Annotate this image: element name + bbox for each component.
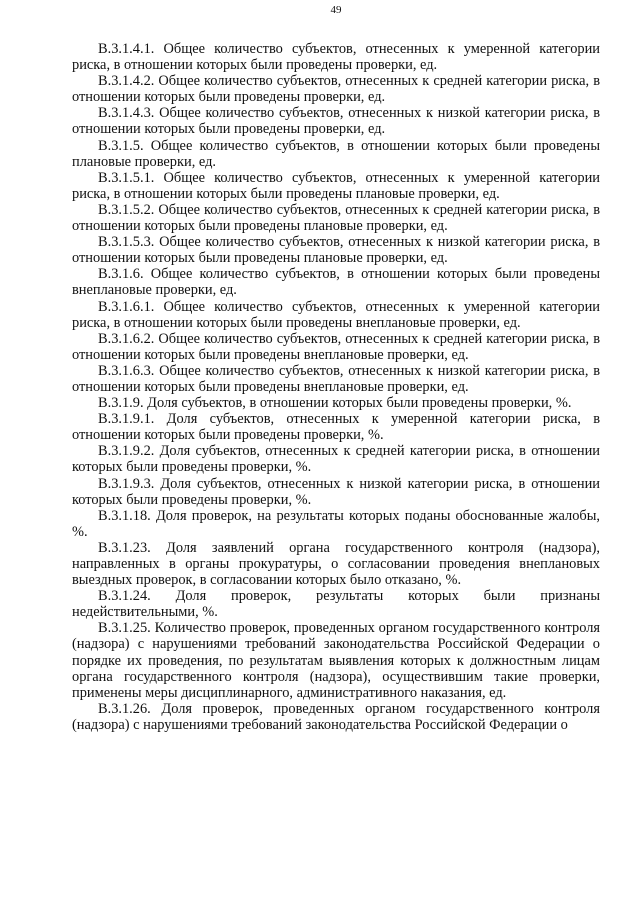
paragraph: В.3.1.5. Общее количество субъектов, в отношении которых были проведены плановые проверки, ед. xyxy=(72,137,600,170)
paragraph: В.3.1.6.2. Общее количество субъектов, отнесенных к средней категории риска, в отношении которых были проведены внеплановые проверки, ед. xyxy=(72,330,600,363)
paragraph: В.3.1.6.3. Общее количество субъектов, отнесенных к низкой категории риска, в отношении которых были проведены внеплановые проверки, ед. xyxy=(72,362,600,395)
paragraph: В.3.1.9.2. Доля субъектов, отнесенных к средней категории риска, в отношении которых были проведены проверки, %. xyxy=(72,443,600,476)
paragraph: В.3.1.9. Доля субъектов, в отношении которых были проведены проверки, %. xyxy=(98,395,572,412)
document-page xyxy=(72,0,600,733)
paragraph: В.3.1.23. Доля заявлений органа государственного контроля (надзора), направленных в органы прокуратуры, о согласовании проведения внеплановых выездных проверок, в согласовании которых было отказано, %. xyxy=(72,539,600,589)
paragraph: В.3.1.18. Доля проверок, на результаты которых поданы обоснованные жалобы, %. xyxy=(72,507,600,540)
paragraph: В.3.1.24. Доля проверок, результаты которых были признаны недействительными, %. xyxy=(72,588,600,621)
paragraph: В.3.1.26. Доля проверок, проведенных органом государственного контроля (надзора) с нарушениями требований законодательства Российской Федерации о xyxy=(72,700,600,733)
paragraph: В.3.1.25. Количество проверок, проведенных органом государственного контроля (надзора) с нарушениями требований законодательства Российской Федерации о порядке их проведения, по результатам выявления которых к должностным лицам органа государственного контроля (надзора), осуществившим такие проверки, применены меры дисциплинарного, административного наказания, ед. xyxy=(72,620,600,701)
paragraph: В.3.1.4.3. Общее количество субъектов, отнесенных к низкой категории риска, в отношении которых были проведены проверки, ед. xyxy=(72,105,600,138)
paragraph: В.3.1.9.1. Доля субъектов, отнесенных к умеренной категории риска, в отношении которых были проведены проверки, %. xyxy=(72,411,600,444)
paragraph: В.3.1.9.3. Доля субъектов, отнесенных к низкой категории риска, в отношении которых были проведены проверки, %. xyxy=(72,475,600,508)
paragraph: В.3.1.5.2. Общее количество субъектов, отнесенных к средней категории риска, в отношении которых были проведены плановые проверки, ед. xyxy=(72,201,600,235)
paragraph: В.3.1.5.1. Общее количество субъектов, отнесенных к умеренной категории риска, в отношении которых были проведены плановые проверки, ед. xyxy=(72,169,600,202)
paragraph: В.3.1.5.3. Общее количество субъектов, отнесенных к низкой категории риска, в отношении которых были проведены плановые проверки, ед. xyxy=(72,234,600,267)
paragraph: В.3.1.6. Общее количество субъектов, в отношении которых были проведены внеплановые проверки, ед. xyxy=(72,266,600,299)
paragraph: В.3.1.4.2. Общее количество субъектов, отнесенных к средней категории риска, в отношении которых были проведены проверки, ед. xyxy=(72,73,600,106)
page-number: 49 xyxy=(330,4,342,16)
paragraph: В.3.1.4.1. Общее количество субъектов, отнесенных к умеренной категории риска, в отношении которых были проведены проверки, ед. xyxy=(72,41,600,74)
document-body xyxy=(72,41,600,733)
paragraph: В.3.1.6.1. Общее количество субъектов, отнесенных к умеренной категории риска, в отношении которых были проведены внеплановые проверки, ед. xyxy=(72,298,600,331)
